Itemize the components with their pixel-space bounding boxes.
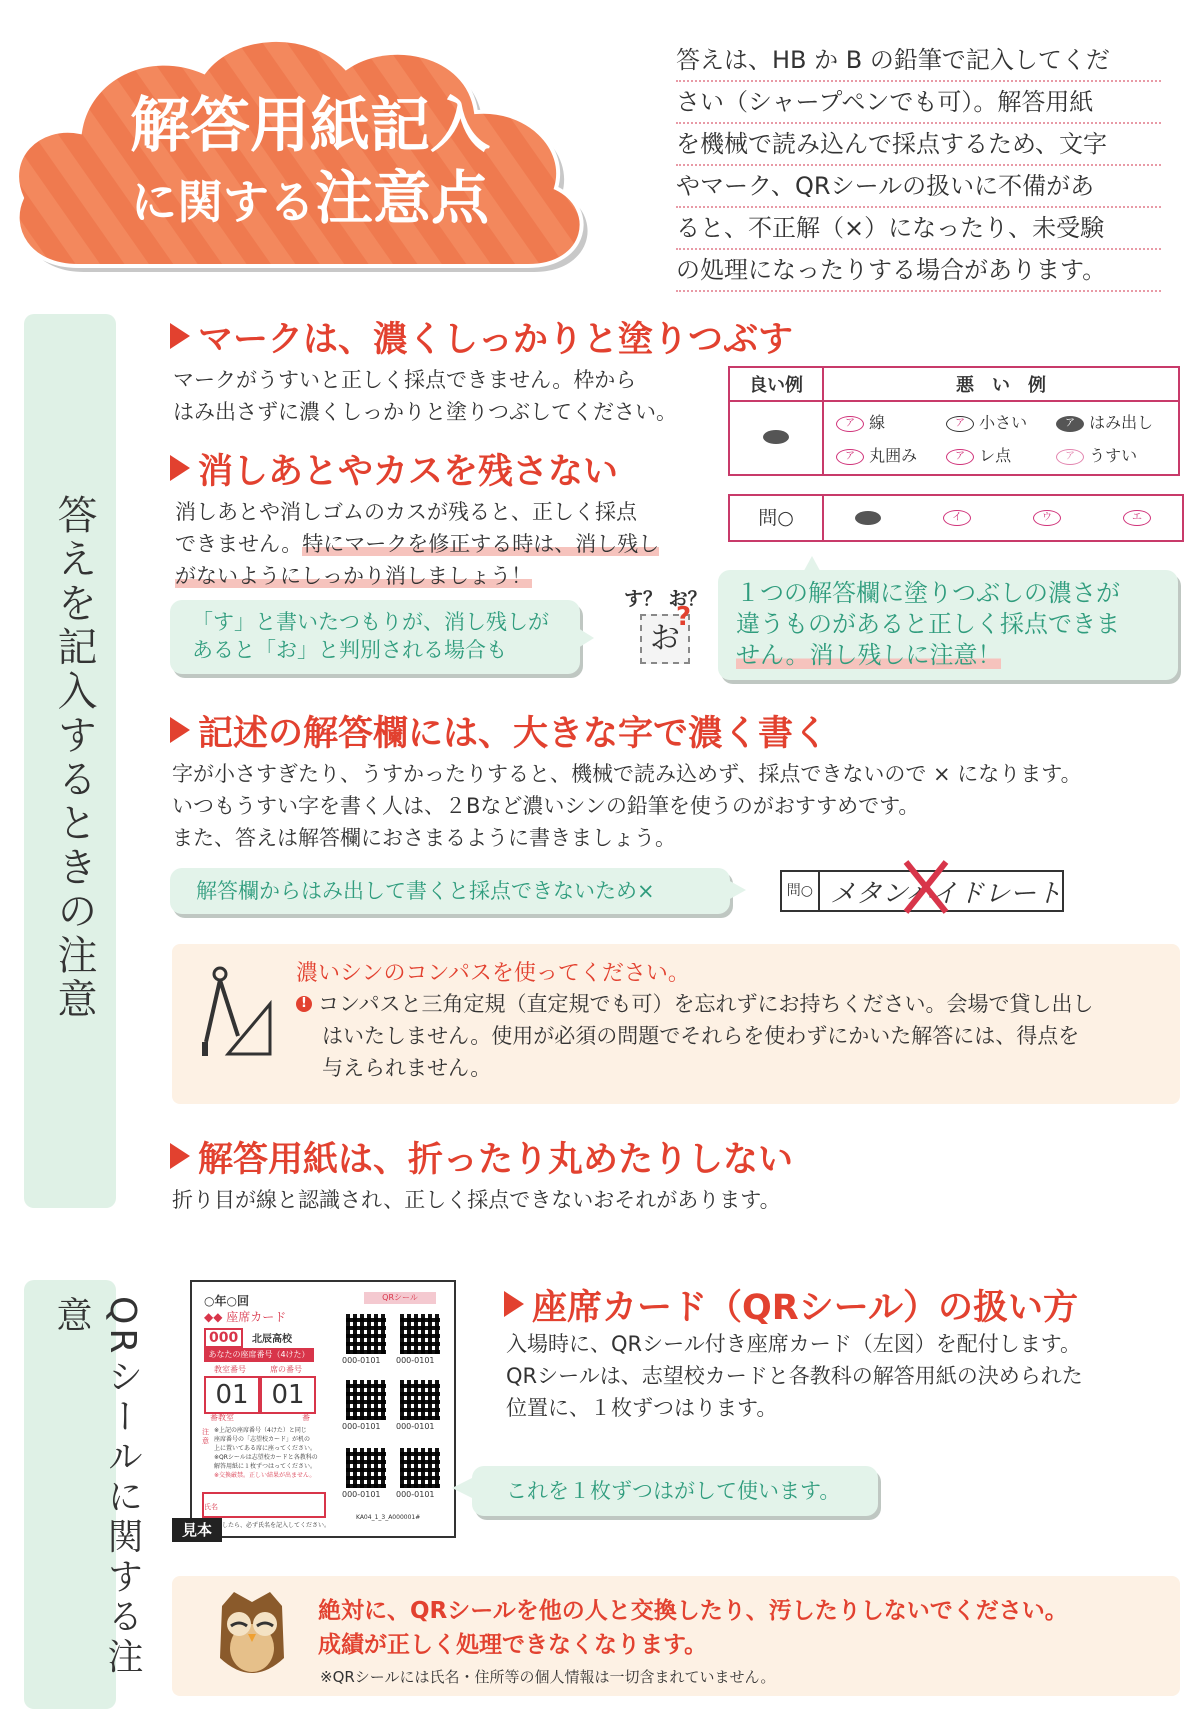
question-mark-icon: ? [676, 602, 692, 632]
question-row-example: 問○ イ ウ エ [728, 494, 1184, 542]
su-o-char-box: お [640, 614, 690, 664]
filled-mark-icon [763, 430, 789, 444]
mark-circled-icon: ア [836, 449, 864, 465]
triangle-bullet-icon [170, 323, 190, 349]
bubble-peel: これを１枚ずつはがして使います。 [472, 1466, 878, 1516]
heading-qr: 座席カード（QRシール）の扱い方 [504, 1280, 1078, 1330]
title-line1: 解答用紙記入 [130, 91, 490, 161]
bubble-pointer [728, 880, 746, 900]
write-text: 字が小さすぎたり、うすかったりすると、機械で読み込めず、採点できないので × になります。 いつもうすい字を書く人は、２Bなど濃いシンの鉛筆を使うのがおすすめです。 また、答えは解答欄におさまるように書きましょう。 [172, 762, 1082, 850]
bubble-overflow: 解答欄からはみ出して書くと採点できないため× [170, 868, 730, 914]
mark-example-table [728, 366, 1180, 476]
owl-icon [212, 1588, 292, 1684]
filled-mark-icon [855, 511, 881, 525]
heading-write: 記述の解答欄には、大きな字で濃く書く [170, 706, 828, 756]
su-o-label: す？ お？ [624, 588, 707, 610]
bubble-density: １つの解答欄に塗りつぶしの濃さが 違うものがあると正しく採点できま せん。消し残しに注意！ [718, 570, 1178, 680]
side-label-qr: QRシールに関する注意 [24, 1280, 116, 1709]
qr-code-icon [400, 1380, 440, 1420]
heading-fold: 解答用紙は、折ったり丸めたりしない [170, 1132, 793, 1182]
intro-text: 答えは、HB か B の鉛筆で記入してくだ さい（シャープペンでも可）。解答用紙 を機械で読み込んで採点するため、文字 やマーク、QRシールの扱いに不備があ ると、不正解（×）になったり、未受験 の処理になったりする場合があります。 [676, 40, 1161, 292]
qr-text: 入場時に、QRシール付き座席カード（左図）を配付します。 QRシールは、志望校カードと各教科の解答用紙の決められた 位置に、１枚ずつはります。 [506, 1332, 1083, 1420]
mark-text: マークがうすいと正しく採点できません。枠から はみ出さずに濃くしっかりと塗りつぶしてください。 [173, 368, 677, 424]
mark-small-icon: ア [946, 416, 974, 432]
triangle-bullet-icon [504, 1291, 524, 1317]
compass-ruler-icon [196, 964, 276, 1064]
qr-code-icon [346, 1314, 386, 1354]
bubble-pointer [578, 628, 594, 648]
triangle-bullet-icon [170, 455, 190, 481]
compass-text: コンパスと三角定規（直定規でも可）を忘れずにお持ちください。会場で貸し出し はいたしません。使用が必須の問題でそれらを使わずにかいた解答には、得点を 与えられません。 [318, 992, 1094, 1080]
triangle-bullet-icon [170, 1143, 190, 1169]
qr-code-icon [400, 1314, 440, 1354]
mark-faint-icon: ア [1056, 449, 1084, 465]
bad-example-header: 悪 い 例 [823, 367, 1179, 401]
erase-text: 消しあとや消しゴムのカスが残ると、正しく採点 できません。特にマークを修正する時は、消し残し がないようにしっかり消しましょう！ [175, 500, 660, 588]
sample-label: 見本 [172, 1518, 222, 1542]
compass-title: 濃いシンのコンパスを使ってください。 [296, 961, 690, 986]
bubble-su-o: 「す」と書いたつもりが、消し残しが あると「お」と判別される場合も [170, 600, 580, 674]
qr-privacy-note: ※QRシールには氏名・住所等の個人情報は一切含まれていません。 [320, 1668, 776, 1686]
good-example-header: 良い例 [729, 367, 823, 401]
choice-u-icon: ウ [1033, 510, 1061, 526]
mark-check-icon: ア [946, 449, 974, 465]
side-label-answers: 答えを記入するときの注意 [24, 314, 116, 1208]
good-example-cell [729, 401, 823, 475]
bad-example-cell: ア 線 ア 小さい ア はみ出し ア 丸囲み ア レ点 ア うすい [823, 401, 1179, 475]
cross-mark-icon [898, 854, 954, 920]
title-line2: に関する注意点 [130, 164, 489, 232]
triangle-bullet-icon [170, 717, 190, 743]
qr-code-icon [400, 1448, 440, 1488]
page-title [60, 91, 560, 232]
warning-icon: ! [296, 996, 312, 1012]
heading-mark: マークは、濃くしっかりと塗りつぶす [170, 312, 793, 362]
qr-warning-text: 絶対に、QRシールを他の人と交換したり、汚したりしないでください。 成績が正しく処理できなくなります。 [318, 1598, 1068, 1658]
seat-card-sample: ○年○回 ◆◆ 座席カード 000 北辰高校 あなたの座席番号（4けた） 教室番号 席の番号 01 01 番教室 番 注意 ※上記の座席番号（4けた）と同じ 座席番号の「志望校カード」が机の 上に置いてある席に座ってください。 ※QRシールは志望校カードと各教科の 解答用紙に１枚ずつはってください。 ※交換厳禁。正しい結果が出ません。 氏名 したら、必ず氏名を記入してください。 QRシール 000-0101 000-0101 000-0101 000-0101 000-0101 000-0101 KA04_1_3_A000001# [190, 1280, 456, 1538]
qr-code-icon [346, 1448, 386, 1488]
qr-code-icon [346, 1380, 386, 1420]
choice-i-icon: イ [943, 510, 971, 526]
fold-text: 折り目が線と認識され、正しく採点できないおそれがあります。 [172, 1188, 781, 1212]
answer-box-example: 問○ メタンハイドレート [780, 870, 1064, 912]
heading-erase: 消しあとやカスを残さない [170, 444, 618, 494]
bubble-pointer [452, 1478, 472, 1498]
choice-e-icon: エ [1123, 510, 1151, 526]
mark-line-icon: ア [836, 416, 864, 432]
mark-overflow-icon: ア [1056, 416, 1084, 432]
qr-sticker-grid: 000-0101 000-0101 000-0101 000-0101 000-0101 000-0101 [338, 1312, 448, 1508]
